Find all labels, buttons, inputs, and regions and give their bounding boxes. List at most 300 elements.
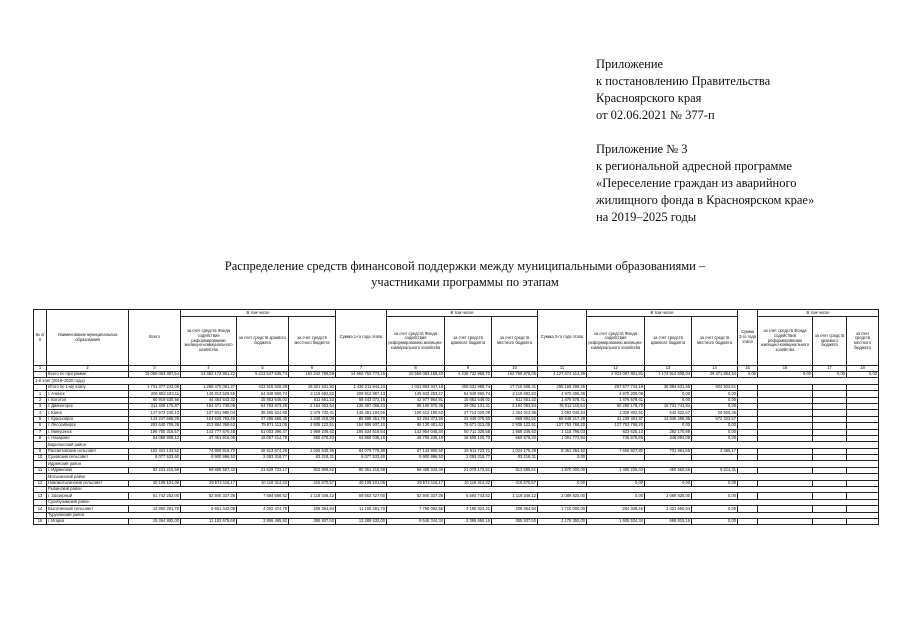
head-fund-3: за счет средств Фонда содействия реформированию жилищно-коммунального хозяйства xyxy=(587,317,645,366)
cell-name: Новомотыгинский сельсовет xyxy=(47,480,129,486)
cell-value: 1 475 732,41 xyxy=(289,410,336,416)
head-stage1: Сумма 1-го года этапа xyxy=(336,310,387,366)
cell-name: Рассветовский сельсовет xyxy=(47,448,129,454)
cell-value: 209 912 987,13 xyxy=(336,391,387,397)
cell-value: 54 949 960,74 xyxy=(445,391,492,397)
cell-value: 295 165 299,35 xyxy=(538,384,587,390)
cell-value: 107 841 980,04 xyxy=(181,410,237,416)
head-name: Наименование муниципальных образований xyxy=(47,310,129,366)
column-number: 8 xyxy=(387,366,445,372)
cell-name: г. Лесосибирск xyxy=(47,423,129,429)
column-number: 7 xyxy=(336,366,387,372)
cell-value: 3 956 465,82 xyxy=(237,518,289,524)
appendix-2-line4: жилищного фонда в Красноярском крае» xyxy=(596,193,815,207)
head-total: Всего xyxy=(129,310,181,366)
cell-value: 206 364,94 xyxy=(289,506,336,512)
district-name: Идринский район xyxy=(47,461,879,467)
column-number: 6 xyxy=(289,366,336,372)
cell-value: 257 577 744,19 xyxy=(587,384,645,390)
cell-value: 46 706 236,16 xyxy=(387,435,445,441)
column-number: 12 xyxy=(587,366,645,372)
cell-name: Всего по программе xyxy=(47,372,129,378)
head-stage2: Сумма 2-го года этапа xyxy=(538,310,587,366)
column-number: 18 xyxy=(847,366,879,372)
cell-no: 12 xyxy=(34,480,47,486)
cell-value: 2 935 122,51 xyxy=(289,423,336,429)
cell-value: 50 711 328,58 xyxy=(445,429,492,435)
cell-name: г. Ачинск xyxy=(47,391,129,397)
cell-value: 7 790 092,55 xyxy=(387,506,445,512)
cell-value: 2 175 350,00 xyxy=(538,518,587,524)
district-name: Бирилюсский район xyxy=(47,442,879,448)
cell-value: 40 109 101,06 xyxy=(129,480,181,486)
head-region-3: за счет средств краевого бюджета xyxy=(645,317,692,366)
cell-value: 12 860 281,70 xyxy=(129,506,181,512)
cell-value: 21 529 733,17 xyxy=(237,467,289,473)
cell-value: 74 800 818,70 xyxy=(181,448,237,454)
cell-value: 1 024 175,29 xyxy=(492,448,538,454)
cell-value: 10 118 314,32 xyxy=(445,480,492,486)
cell-no: 15 xyxy=(34,518,47,524)
cell-value: 61 742 252,00 xyxy=(129,493,181,499)
cell-value: 37 285 568,45 xyxy=(237,416,289,422)
column-number: 9 xyxy=(445,366,492,372)
cell-value: 40 109 101,06 xyxy=(336,480,387,486)
cell-value: 58 468 342,46 xyxy=(387,467,445,473)
cell-value: 650 678,32 xyxy=(492,435,538,441)
cell-name: г. Канск xyxy=(47,410,129,416)
head-incl-2: В том числе xyxy=(387,310,538,317)
cell-name: г. Красноярск xyxy=(47,416,129,422)
cell-value: 21 079 172,51 xyxy=(445,467,492,473)
cell-value: 26 613 674,26 xyxy=(237,448,289,454)
cell-value: 4 238 732 958,70 xyxy=(445,372,492,378)
cell-value: 80 361 210,58 xyxy=(336,467,387,473)
cell-value: 2 092 045,54 xyxy=(538,410,587,416)
head-stage3: Сумма 3-го года этапа xyxy=(738,310,758,366)
cell-value: 813 695,61 xyxy=(492,467,538,473)
cell-value: 2 923 087 801,81 xyxy=(587,372,645,378)
cell-value: 292 640 709,39 xyxy=(129,423,181,429)
cell-value: 59 443 072,15 xyxy=(336,397,387,403)
district-name: Туруханский район xyxy=(47,512,879,518)
appendix-2-line2: к региональной адресной программе xyxy=(596,159,792,173)
cell-value: 2 119 692,82 xyxy=(289,391,336,397)
cell-value: 13 289 532,00 xyxy=(336,518,387,524)
cell-value: 52 940 337,36 xyxy=(181,493,237,499)
cell-value: 1 436 211 944,23 xyxy=(336,384,387,390)
cell-value: 823 625,14 xyxy=(587,429,645,435)
cell-value: 86 599 451,70 xyxy=(336,416,387,422)
cell-value: 0,00 xyxy=(692,493,738,499)
cell-value: 82 231 210,58 xyxy=(129,467,181,473)
cell-value: 145 481 194,56 xyxy=(336,410,387,416)
cell-value: 83 218,31 xyxy=(492,455,538,461)
cell-name: г. Дивногорск xyxy=(47,403,129,409)
cell-no: 13 xyxy=(34,493,47,499)
cell-name: г. Игарка xyxy=(47,518,129,524)
cell-value: 14 836 488,85 xyxy=(645,416,692,422)
cell-no: 14 xyxy=(34,506,47,512)
cell-value: 13 482 172 961,22 xyxy=(181,372,237,378)
cell-value: 9 546 344,34 xyxy=(387,518,445,524)
cell-value: 5 413 647 636,74 xyxy=(237,372,289,378)
cell-value: 346 094,09 xyxy=(645,435,692,441)
cell-no: 5 xyxy=(34,416,47,422)
cell-value: 67 143 900,50 xyxy=(387,448,445,454)
head-no: № п/п xyxy=(34,310,47,366)
head-region-2: за счет средств краевого бюджета xyxy=(445,317,492,366)
cell-value: 701 961,55 xyxy=(645,448,692,454)
cell-value: 10 559 083 159,40 xyxy=(387,372,445,378)
column-number: 4 xyxy=(181,366,237,372)
cell-value: 83 218,31 xyxy=(289,455,336,461)
document-title xyxy=(120,258,810,290)
cell-value: 2 093 318,77 xyxy=(445,455,492,461)
cell-value: 4 970 206,08 xyxy=(538,391,587,397)
cell-value: 0,00 xyxy=(645,423,692,429)
cell-value: 2 154 053,54 xyxy=(492,403,538,409)
cell-value: 1 731 377 243,08 xyxy=(129,384,181,390)
cell-value: 650 678,33 xyxy=(289,435,336,441)
cell-no: 6 xyxy=(34,423,47,429)
cell-value: 1 870 000,00 xyxy=(538,467,587,473)
cell-value: 284 349,46 xyxy=(587,506,645,512)
head-incl-3: В том числе xyxy=(587,310,738,317)
cell-value: 15 853 546,02 xyxy=(237,397,289,403)
cell-value: 8 077 533,60 xyxy=(336,455,387,461)
column-number: 17 xyxy=(813,366,847,372)
distribution-table xyxy=(33,309,879,525)
cell-value: 0,00 xyxy=(645,391,692,397)
cell-no: 11 xyxy=(34,467,47,473)
cell-value: 8 077 533,60 xyxy=(129,455,181,461)
cell-value: 127 753 768,20 xyxy=(587,423,645,429)
cell-value: 52 940 337,36 xyxy=(387,493,445,499)
cell-no: 1 xyxy=(34,391,47,397)
cell-value: 154 471 749,08 xyxy=(181,403,237,409)
cell-value: 292 170,89 xyxy=(645,429,692,435)
cell-value: 569 815,16 xyxy=(645,518,692,524)
cell-value: 1 710 000,00 xyxy=(538,506,587,512)
cell-value: 213 884 369,63 xyxy=(181,423,237,429)
cell-value: 1 118 346,12 xyxy=(492,493,538,499)
cell-value: 195 634 516,54 xyxy=(336,429,387,435)
head-local-3: за счет средств местного бюджета xyxy=(692,317,738,366)
cell-value: 3 386 650,16 xyxy=(445,518,492,524)
cell-value: 2 089 825,00 xyxy=(645,493,692,499)
distribution-table-wrap xyxy=(33,309,878,525)
cell-value: 104 525 782,45 xyxy=(181,416,237,422)
cell-value: 20 920,46 xyxy=(692,410,738,416)
cell-value: 147 573 240,10 xyxy=(129,410,181,416)
cell-value: 51 003 396,47 xyxy=(237,429,289,435)
head-local-1: за счет средств местного бюджета xyxy=(289,317,336,366)
cell-value: 0,00 xyxy=(645,480,692,486)
cell-value: 542 522,57 xyxy=(645,410,692,416)
cell-value: 106 513 180,53 xyxy=(387,410,445,416)
cell-value: 443 516 620,39 xyxy=(237,384,289,390)
cell-value: 15 853 546,02 xyxy=(445,397,492,403)
appendix-2-line1: Приложение № 3 xyxy=(596,142,688,156)
cell-value: 64 059 808,12 xyxy=(129,435,181,441)
cell-value: 29 574 116,17 xyxy=(387,480,445,486)
cell-value: 10 118 314,32 xyxy=(237,480,289,486)
cell-value: 75 871 113,05 xyxy=(237,423,289,429)
cell-value: 0,00 xyxy=(692,506,738,512)
cell-value: 29 574 116,17 xyxy=(181,480,237,486)
head-fund-1: за счет средств Фонда содействия реформированию жилищно-коммунального хозяйства xyxy=(181,317,237,366)
column-number: 10 xyxy=(492,366,538,372)
appendix-1-line1: Приложение xyxy=(596,57,664,71)
cell-value: 143 777 670,48 xyxy=(181,429,237,435)
cell-value: 42 977 964,91 xyxy=(387,397,445,403)
cell-value: 1 969 246,62 xyxy=(289,429,336,435)
cell-value: 7 684 568,52 xyxy=(237,493,289,499)
cell-value: 102 441 133,52 xyxy=(129,448,181,454)
cell-no: 3 xyxy=(34,403,47,409)
cell-value: 36 884 631,65 xyxy=(645,384,692,390)
head-local-2: за счет средств местного бюджета xyxy=(492,317,538,366)
cell-value: 2 465,17 xyxy=(692,448,738,454)
column-number: 2 xyxy=(47,366,129,372)
cell-value: 1 421 650,54 xyxy=(645,506,692,512)
cell-value: 1 400 225,03 xyxy=(587,467,645,473)
cell-value: 145 843 253,47 xyxy=(387,391,445,397)
cell-value: 54 783 873,25 xyxy=(237,403,289,409)
cell-value xyxy=(813,518,847,524)
cell-value: 60 919 630,56 xyxy=(129,397,181,403)
cell-name: г. Заозерный xyxy=(47,493,129,499)
cell-value: 41 239 404,87 xyxy=(587,416,645,422)
cell-value xyxy=(758,518,813,524)
cell-value: 54 948 960,74 xyxy=(237,391,289,397)
cell-value: 2 119 692,82 xyxy=(492,391,538,397)
cell-value: 63 284 373,56 xyxy=(387,416,445,422)
cell-value: 9 651 442,05 xyxy=(181,506,237,512)
cell-value: 16 057 214,79 xyxy=(237,435,289,441)
cell-value: 355 937,50 xyxy=(492,518,538,524)
cell-value: 59 858 567,43 xyxy=(181,467,237,473)
column-number: 14 xyxy=(692,366,738,372)
cell-value: 7 656 927,80 xyxy=(587,448,645,454)
district-name: Мотыгинский район xyxy=(47,474,879,480)
column-number: 1 xyxy=(34,366,47,372)
cell-value: 1 438 318,09 xyxy=(289,416,336,422)
table-body xyxy=(34,372,879,525)
head-incl-1: В том числе xyxy=(181,310,336,317)
cell-value: 2 154 053,54 xyxy=(289,403,336,409)
appendix-1-line3: Красноярского края xyxy=(596,91,702,105)
cell-name: г. Назарово xyxy=(47,435,129,441)
cell-value: 56 648 217,29 xyxy=(538,416,587,422)
cell-value: 1 091 772,94 xyxy=(538,435,587,441)
cell-value: 0,00 xyxy=(738,372,758,378)
cell-value: 4 002 474,75 xyxy=(237,506,289,512)
cell-value: 192 242 789,59 xyxy=(289,372,336,378)
cell-no: 2 xyxy=(34,397,47,403)
cell-value: 611 561,22 xyxy=(289,397,336,403)
cell-value: 406 631 988,74 xyxy=(445,384,492,390)
appendix-2-line3: «Переселение граждан из аварийного xyxy=(596,176,797,190)
cell-value: 5 594 743,52 xyxy=(445,493,492,499)
cell-value: 143 247 668,39 xyxy=(129,416,181,422)
cell-value: 142 954 045,34 xyxy=(387,429,445,435)
cell-value: 11 150 281,70 xyxy=(336,506,387,512)
cell-value: 37 713 020,08 xyxy=(445,410,492,416)
cell-value: 22 449 079,60 xyxy=(445,416,492,422)
column-number: 5 xyxy=(237,366,289,372)
cell-name: г. Идринский xyxy=(47,467,129,473)
column-number: 15 xyxy=(738,366,758,372)
cell-value: 0,00 xyxy=(813,372,847,378)
cell-name: г. Боготол xyxy=(47,397,129,403)
cell-value: 2 935 122,51 xyxy=(492,423,538,429)
cell-value: 94 079 778,80 xyxy=(336,448,387,454)
cell-value: 416 670,57 xyxy=(492,480,538,486)
cell-value: 135 397 065,33 xyxy=(336,403,387,409)
cell-no: 10 xyxy=(34,455,47,461)
cell-value: 59 653 427,00 xyxy=(336,493,387,499)
cell-value: 211 409 175,87 xyxy=(129,403,181,409)
cell-value: 76 012 110,54 xyxy=(538,403,587,409)
cell-value: 1 115 796,03 xyxy=(538,429,587,435)
district-name: Сухобузимский район xyxy=(47,499,879,505)
cell-value: 1 026 640,56 xyxy=(289,448,336,454)
cell-value: 604 923,51 xyxy=(692,384,738,390)
cell-value: 1 328 802,51 xyxy=(587,410,645,416)
cell-value: 164 906 937,10 xyxy=(336,423,387,429)
cell-name: Высотинский сельсовет xyxy=(47,506,129,512)
cell-value: 0,00 xyxy=(587,493,645,499)
cell-value: 4 970 206,08 xyxy=(587,391,645,397)
cell-value: 47 451 915,00 xyxy=(181,435,237,441)
cell-value: 0,00 xyxy=(692,435,738,441)
cell-value xyxy=(738,518,758,524)
stage-label: 1-й этап (2019–2020 годы) xyxy=(34,378,879,384)
cell-value: 196 750 316,57 xyxy=(129,429,181,435)
title-line2: участниками программы по этапам xyxy=(371,275,559,289)
cell-value: 355 937,50 xyxy=(289,518,336,524)
cell-value: 1 031 863 347,18 xyxy=(387,384,445,390)
cell-value xyxy=(847,518,879,524)
cell-value: 745 678,85 xyxy=(587,435,645,441)
cell-value: 206 364,94 xyxy=(492,506,538,512)
cell-value: 0,00 xyxy=(692,403,738,409)
cell-value: 1 476 578,41 xyxy=(538,397,587,403)
cell-value: 0,00 xyxy=(645,397,692,403)
cell-value: 98 190 970,38 xyxy=(387,403,445,409)
cell-no: 8 xyxy=(34,435,47,441)
cell-value: 38 255 524,65 xyxy=(237,410,289,416)
appendix-2-line5: на 2019–2025 годы xyxy=(596,210,697,224)
cell-value: 18 321 531,92 xyxy=(289,384,336,390)
head-fund-4: за счет средств Фонда содействия реформированию жилищно-коммунального хозяйства xyxy=(758,317,813,366)
cell-value: 611 561,22 xyxy=(492,397,538,403)
cell-value: 162 769 875,05 xyxy=(492,372,538,378)
appendix-1-line2: к постановлению Правительства xyxy=(596,74,771,88)
cell-value: 15 731 741,84 xyxy=(645,403,692,409)
cell-value: 0,00 xyxy=(538,455,587,461)
appendix-1-line4: от 02.06.2021 № 377-п xyxy=(596,108,715,122)
district-name: Рыбинский район xyxy=(47,487,879,493)
cell-value: 148 813 529,55 xyxy=(181,391,237,397)
cell-value: 25 911 723,71 xyxy=(445,448,492,454)
cell-value: 206 882 183,11 xyxy=(129,391,181,397)
cell-value: 8 361 354,52 xyxy=(538,448,587,454)
cell-no: 9 xyxy=(34,448,47,454)
column-number: 11 xyxy=(538,366,587,372)
appendix-block xyxy=(596,56,814,226)
cell-value: 60 280 178,70 xyxy=(587,403,645,409)
cell-name: г. Минусинск xyxy=(47,429,129,435)
cell-no: 7 xyxy=(34,429,47,435)
cell-value: 0,00 xyxy=(758,372,813,378)
title-line1: Распределение средств финансовой поддержки между муниципальными образованиями – xyxy=(224,259,706,273)
cell-value: 44 454 543,32 xyxy=(181,397,237,403)
head-fund-2: за счет средств Фонда содействия реформированию жилищно-коммунального хозяйства xyxy=(387,317,445,366)
cell-value: 29 052 131,41 xyxy=(445,403,492,409)
table-row xyxy=(34,518,879,524)
cell-value: 15 464 882,00 xyxy=(129,518,181,524)
cell-value: 29 471 954,54 xyxy=(692,372,738,378)
cell-value: 0,00 xyxy=(692,391,738,397)
cell-value: 19 088 063 387,54 xyxy=(129,372,181,378)
cell-value: 63 868 035,18 xyxy=(336,435,387,441)
cell-value: 0,00 xyxy=(847,372,879,378)
cell-name: Суховский сельсовет xyxy=(47,455,129,461)
cell-value: 5 900 996,53 xyxy=(387,455,445,461)
cell-value: 5 900 996,53 xyxy=(181,455,237,461)
column-number: 16 xyxy=(758,366,813,372)
cell-value: 416 670,57 xyxy=(289,480,336,486)
cell-value: 822 909,92 xyxy=(289,467,336,473)
cell-value: 450 560,66 xyxy=(645,467,692,473)
cell-value: 16 509 120,70 xyxy=(445,435,492,441)
cell-value: 2 089 825,00 xyxy=(538,493,587,499)
head-region-1: за счет средств краевого бюджета xyxy=(237,317,289,366)
cell-value: 1 959 246,62 xyxy=(492,429,538,435)
cell-value: 0,00 xyxy=(692,423,738,429)
cell-name: Итого по 1-му этапу xyxy=(47,384,129,390)
cell-value: 9 214,31 xyxy=(692,467,738,473)
cell-value: 0,00 xyxy=(538,480,587,486)
cell-value: 14 960 762 773,15 xyxy=(336,372,387,378)
cell-value: 75 671 013,05 xyxy=(445,423,492,429)
cell-no: 4 xyxy=(34,410,47,416)
cell-value: 865 994,52 xyxy=(492,416,538,422)
cell-value: 11 152 679,68 xyxy=(181,518,237,524)
cell-value: 2 093 318,77 xyxy=(237,455,289,461)
cell-value: 0,00 xyxy=(692,518,738,524)
cell-value: 1 605 534,34 xyxy=(587,518,645,524)
head-incl-4: В том числе xyxy=(758,310,879,317)
cell-value: 0,00 xyxy=(692,429,738,435)
column-number: 3 xyxy=(129,366,181,372)
cell-value: 3 180 824,21 xyxy=(445,506,492,512)
cell-value: 572 323,57 xyxy=(692,416,738,422)
cell-value: 1 118 346,12 xyxy=(289,493,336,499)
cell-value: 4 127 474 414,39 xyxy=(538,372,587,378)
cell-value: 17 716 608,41 xyxy=(492,384,538,390)
cell-value: 0,00 xyxy=(692,397,738,403)
cell-value: 1 174 914 608,04 xyxy=(645,372,692,378)
cell-value: 0,00 xyxy=(587,480,645,486)
cell-value: 1 454 013,95 xyxy=(492,410,538,416)
head-local-4: за счет средств местного бюджета xyxy=(847,317,879,366)
cell-value: 86 130 481,63 xyxy=(387,423,445,429)
head-region-4: за счет средств краевого бюджета xyxy=(813,317,847,366)
